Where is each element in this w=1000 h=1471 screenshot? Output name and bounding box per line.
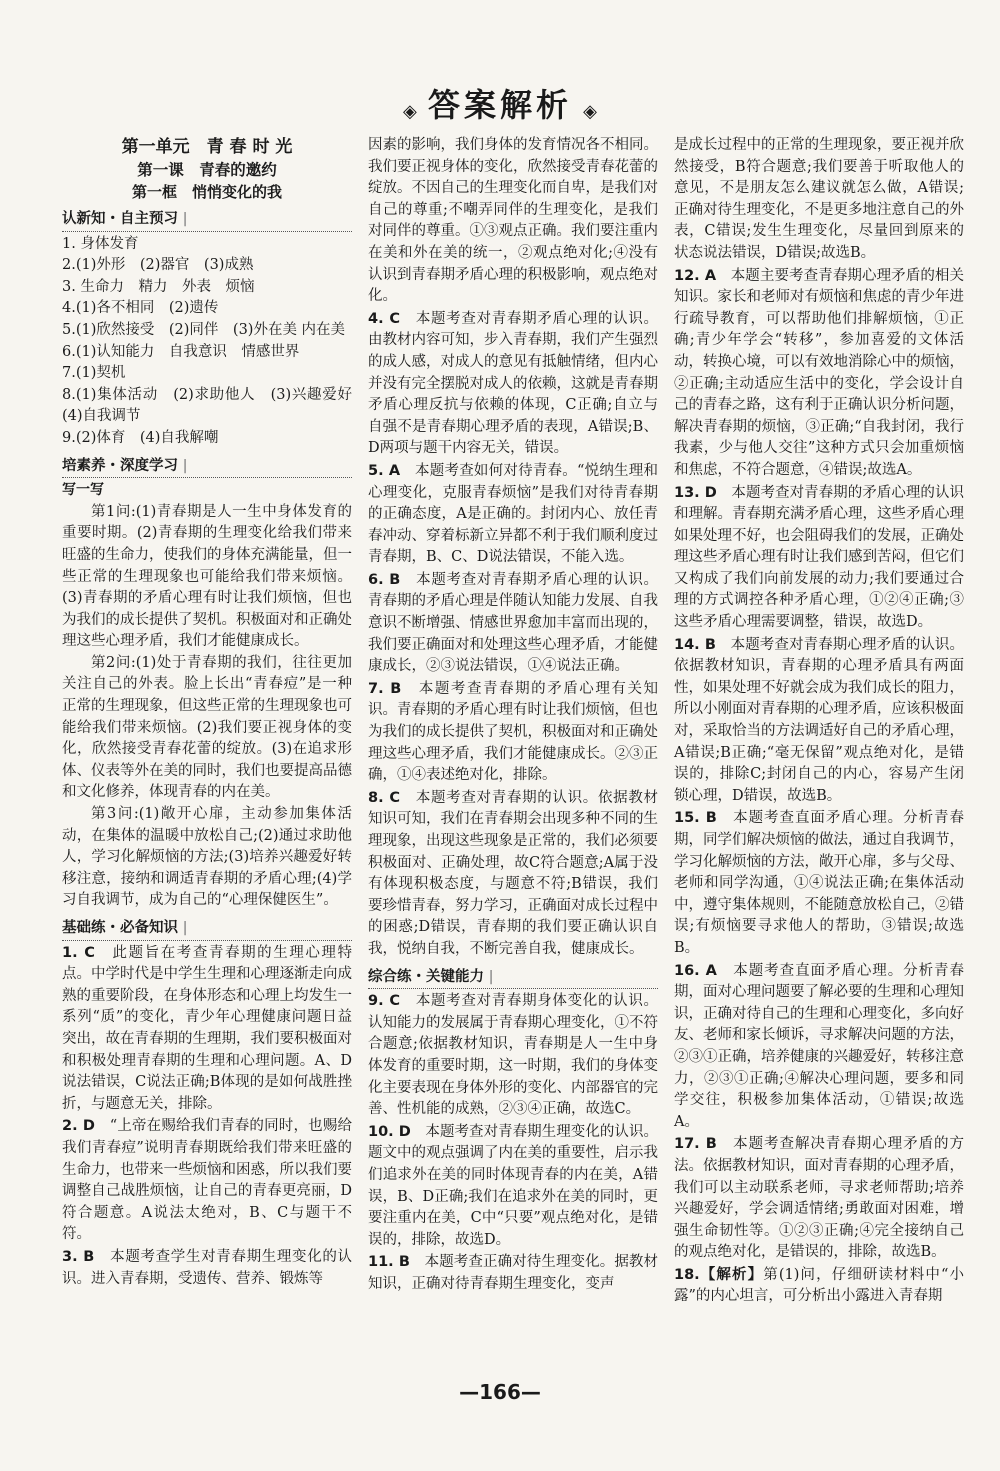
question-answer: 8. C 本题考查对青春期的认识。依据教材知识可知，我们在青春期会出现多种不同的生理现象，出现这些现象是正常的，我们必须要积极面对、正确处理，故C符合题意;A属于没有体现积极态度，与题意不符;B错误，我们要珍惜青春，努力学习，正确面对成长过程中的困惑;D错误，青春期的我们要正确认识自我，悦纳自我，不断完善自我，健康成长。 [368,789,658,957]
column-middle [368,135,658,1296]
question-answer: 2. D “上帝在赐给我们青春的同时，也赐给我们青春痘”说明青春期既给我们带来旺盛的生命力，也带来一些烦恼和困惑，所以我们要调整自己战胜烦恼，让自己的青春更亮丽，D符合题意。A说法太绝对，B、C与题干不符。 [62,1118,353,1243]
question-answer: 1. C 此题旨在考查青春期的生理心理特点。中学时代是中学生生理和心理逐渐走向成熟的重要阶段，在身体形态和心理上均发生一系列“质”的变化，青少年心理健康问题日益突出，故在青春期的生理期，我们要积极面对和积极处理青春期的生理和心理问题。A、D说法错误，C说法正确;B体现的是如何战胜挫折，与题意无关，排除。 [62,944,353,1112]
section-heading: 培素养・深度学习 | [62,456,352,479]
question-answer: 3. B 本题考查学生对青春期生理变化的认识。进入青春期，受遗传、营养、锻炼等 [62,1248,353,1287]
section-heading: 认新知・自主预习 | [62,209,352,232]
question-answer: 13. D 本题考查对青春期的矛盾心理的认识和理解。青春期充满矛盾心理，这些矛盾心理如果处理不好，也会阻碍我们的发展，正确处理这些矛盾心理有时让我们感到苦闷，但它们又构成了我们向前发展的动力;我们要通过合理的方式调控各种矛盾心理，①②④正确;③这些矛盾心理需要调整，错误，故选D。 [674,484,965,631]
subsection-heading: 写一写 [62,482,104,499]
question-answer: 5. A 本题考查如何对待青春。“悦纳生理和心理变化，克服青春烦恼”是我们对待青春期的正确态度，A是正确的。封闭内心、放任青春冲动、穿着标新立异都不利于我们顺利度过青春期，B、C、D说法错误，不能入选。 [368,462,658,566]
column-right [674,135,964,1309]
section-heading: 基础练・必备知识 | [62,918,352,941]
section-heading: 综合练・关键能力 | [368,967,658,990]
paragraph: 第2问:(1)处于青春期的我们，往往更加关注自己的外表。脸上长出“青春痘”是一种正常的生理现象，但这些正常的生理现象也可能给我们带来烦恼。(2)我们要正视身体的变化，欣然接受青春花蕾的绽放。(3)在追求形体、仪表等外在美的同时，我们也要提高品德和文化修养，体现青春的内在美。 [62,654,352,801]
column-left [62,135,367,1291]
question-answer: 17. B 本题考查解决青春期心理矛盾的方法。依据教材知识，面对青春期的心理矛盾，我们可以主动联系老师，寻求老师帮助;培养兴趣爱好，学会调适情绪;勇敢面对困难，增强生命韧性等。①②③正确;④完全接纳自己的观点绝对化，是错误的，排除，故选B。 [674,1136,964,1261]
question-answer: 6. B 本题考查对青春期矛盾心理的认识。青春期的矛盾心理是伴随认知能力发展、自我意识不断增强、情感世界愈加丰富而出现的，我们要正确面对和处理这些心理矛盾，才能健康成长，②③说法错误，①④说法正确。 [368,571,659,675]
decoration-left-icon: ◈ [403,101,417,122]
question-answer: 11. B 本题考查正确对待生理变化。据教材知识，正确对待青春期生理变化，变声 [368,1254,659,1292]
decoration-right-icon: ◈ [583,101,597,122]
paragraph: 第3问:(1)敞开心扉，主动参加集体活动，在集体的温暖中放松自己;(2)通过求助他人，学习化解烦恼的方法;(3)培养兴趣爱好转移注意，接纳和调适青春期的矛盾心理;(4)学习自我调节，成为自己的“心理保健医生”。 [62,806,352,909]
unit-title: 第一单元 青 春 时 光 [121,137,293,157]
question-answer: 12. A 本题主要考查青春期心理矛盾的相关知识。家长和老师对有烦恼和焦虑的青少年进行疏导教育，可以帮助他们排解烦恼，①正确;青少年学会“转移”，参加喜爱的文体活动，转换心境，可以有效地消除心中的烦恼，②正确;主动适应生活中的变化，学会设计自己的青春之路，这有利于正确认识分析问题，解决青春期的烦恼，③正确;“自我封闭，我行我素，少与他人交往”这种方式只会加重烦恼和焦虑，不符合题意，④错误;故选A。 [674,267,964,478]
question-answer: 9. C 本题考查对青春期身体变化的认识。认知能力的发展属于青春期心理变化，①不符合题意;依据教材知识，青春期是人一生中身体发育的重要时期，这一时期，我们的身体变化主要表现在身体外形的变化、内部器官的完善、性机能的成熟，②③④正确，故选C。 [368,993,658,1118]
answer-line: 4.(1)各不相同 (2)遗传 [62,300,219,317]
question-answer: 4. C 本题考查对青春期矛盾心理的认识。由教材内容可知，步入青春期，我们产生强烈的成人感，对成人的意见有抵触情绪，但内心并没有完全摆脱对成人的依赖，这就是青春期矛盾心理反抗与依赖的体现，C正确;自立与自强不是青春期心理矛盾的表现，A错误;B、D两项与题干内容无关，错误。 [368,310,658,457]
answer-line: 9.(2)体育 (4)自我解嘲 [62,429,219,446]
answer-line: 1. 身体发育 [62,235,139,252]
continued-text: 是成长过程中的正常的生理现象，要正视并欣然接受，B符合题意;我们要善于听取他人的意见，不是朋友怎么建议就怎么做，A错误;正确对待生理变化，不是更多地注意自己的外表，C错误;发生生理变化，尽量回到原来的状态说法错误，D错误;故选B。 [674,137,964,261]
answer-line: 5.(1)欣然接受 (2)同伴 (3)外在美 内在美 [62,321,346,338]
page-number: —166— [459,1380,541,1404]
question-answer: 15. B 本题考查直面矛盾心理。分析青春期，同学们解决烦恼的做法，通过自我调节，学习化解烦恼的方法，敞开心扉，多与父母、老师和同学沟通，①④说法正确;在集体活动中，遵守集体规则，不能随意放松自己，②错误;有烦恼要寻求他人的帮助，③错误;故选B。 [674,810,964,956]
question-answer: 10. D 本题考查对青春期生理变化的认识。题文中的观点强调了内在美的重要性，启示我们追求外在美的同时体现青春的内在美，A错误，B、D正确;我们在追求外在美的同时，更要注重内在美，C中“只要”观点绝对化，是错误的，排除，故选D。 [368,1123,659,1248]
continued-text: 因素的影响，我们身体的发育情况各不相同。我们要正视身体的变化，欣然接受青春花蕾的绽放。不因自己的生理变化而自卑，是我们对自己的尊重;不嘲弄同伴的生理变化，是我们对同伴的尊重。①③观点正确。我们要注重内在美和外在美的统一，②观点绝对化;④没有认识到青春期矛盾心理的积极影响，观点绝对化。 [368,137,658,305]
frame-title: 第一框 悄悄变化的我 [131,183,282,201]
page-header [0,80,1000,126]
question-answer: 16. A 本题考查直面矛盾心理。分析青春期，面对心理问题要了解必要的生理和心理知识，正确对待自己的生理和心理变化，多向好友、老师和家长倾诉，寻求解决问题的方法，②③①正确，培养健康的兴趣爱好，转移注意力，②③①正确;④解决心理问题，要多和同学交往，积极参加集体活动，①错误;故选A。 [674,962,964,1130]
answer-line: 2.(1)外形 (2)器官 (3)成熟 [62,257,254,274]
page-title: 答案解析 [427,86,572,124]
answer-line: 6.(1)认知能力 自我意识 情感世界 [62,343,300,360]
lesson-title: 第一课 青春的邀约 [137,161,277,179]
answer-line: 7.(1)契机 [62,365,126,382]
answer-line: 8.(1)集体活动 (2)求助他人 (3)兴趣爱好 (4)自我调节 [62,386,367,425]
question-answer: 7. B 本题考查青春期的矛盾心理有关知识。青春期的矛盾心理有时让我们烦恼，但也为我们的成长提供了契机，积极面对和正确处理这些心理矛盾，我们才能健康成长。②③正确，①④表述绝对化，排除。 [368,680,658,784]
answer-line: 3. 生命力 精力 外表 烦恼 [62,278,255,295]
question-answer: 14. B 本题考查对青春期心理矛盾的认识。依据教材知识，青春期的心理矛盾具有两面性，如果处理不好就会成为我们成长的阻力，所以小刚面对青春期的心理矛盾，应该积极面对，采取恰当的方法调适好自己的矛盾心理，A错误;B正确;“毫无保留”观点绝对化，是错误的，排除C;封闭自己的内心，容易产生闭锁心理，D错误，故选B。 [674,636,965,804]
paragraph: 第1问:(1)青春期是人一生中身体发育的重要时期。(2)青春期的生理变化给我们带来旺盛的生命力，使我们的身体充满能量，但一些正常的生理现象也可能给我们带来烦恼。(3)青春期的矛盾心理有时让我们烦恼，但也为我们的成长提供了契机。积极面对和正确处理这些心理矛盾，我们才能健康成长。 [62,503,352,650]
question-answer: 18.【解析】第(1)问，仔细研读材料中“小露”的内心坦言，可分析出小露进入青春期 [674,1266,964,1305]
